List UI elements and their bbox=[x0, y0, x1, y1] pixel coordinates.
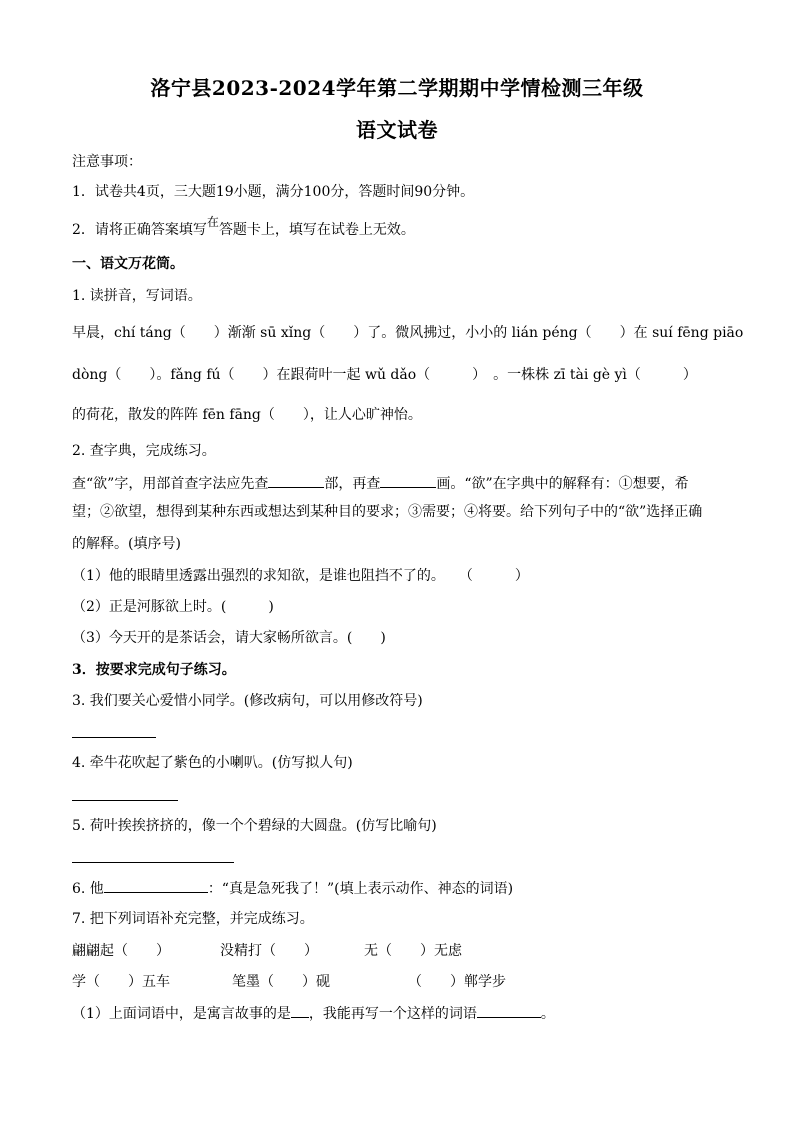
notice-item-1: 1．试卷共4页，三大题19小题，满分100分，答题时间90分钟。 bbox=[72, 184, 475, 200]
q4-answer-line[interactable] bbox=[72, 800, 178, 801]
q2-sub-2: （2）正是河豚欲上时。( ) bbox=[72, 599, 274, 615]
q6-line bbox=[72, 878, 732, 899]
q2-line-1 bbox=[72, 473, 732, 494]
notice-item-2 bbox=[72, 215, 732, 240]
q1-line-1: 早晨，chí táng（ ）渐渐 sū xǐng（ ）了。微风拂过，小小的 lián péng（ ）在 suí fēng piāo bbox=[72, 325, 744, 341]
q1-prompt: 1. 读拼音，写词语。 bbox=[72, 288, 202, 304]
q2-line-1-part-a: 查“欲”字，用部首查字法应先查 bbox=[72, 476, 269, 492]
q6-part-a: 6. 他 bbox=[72, 881, 104, 897]
q5-answer-line[interactable] bbox=[72, 862, 234, 863]
q2-line-2: 望；②欲望，想得到某种东西或想达到某种目的要求；③需要；④将要。给下列句子中的“欲”选择正确 bbox=[72, 504, 703, 520]
q7-text: 7. 把下列词语补充完整，并完成练习。 bbox=[72, 911, 314, 927]
q2-line-1-part-c: 画。“欲”在字典中的解释有：①想要，希 bbox=[436, 476, 689, 492]
radical-blank[interactable] bbox=[268, 473, 324, 488]
exam-title: 洛宁县2023-2024学年第二学期期中学情检测三年级 bbox=[150, 76, 644, 100]
extra-idiom-blank[interactable] bbox=[477, 1003, 541, 1018]
idiom-1: 翩翩起（ ） bbox=[72, 943, 170, 959]
q2-sub-3: （3）今天开的是茶话会，请大家畅所欲言。( ) bbox=[72, 630, 386, 646]
exam-subtitle: 语文试卷 bbox=[356, 118, 438, 142]
section1-heading: 一、语文万花筒。 bbox=[72, 256, 184, 272]
q7-sub-1 bbox=[72, 1003, 732, 1024]
q6-part-b: ：“真是急死我了！”(填上表示动作、神态的词语) bbox=[207, 881, 514, 897]
q7-sub-1-part-b: ，我能再写一个这样的词语 bbox=[308, 1006, 477, 1022]
q2-line-1-part-b: 部，再查 bbox=[324, 476, 381, 492]
q2-line-3: 的解释。(填序号) bbox=[72, 536, 181, 552]
section3-heading: 3．按要求完成句子练习。 bbox=[72, 662, 236, 678]
q5-text: 5. 荷叶挨挨挤挤的，像一个个碧绿的大圆盘。(仿写比喻句) bbox=[72, 818, 437, 834]
idiom-6: （ ）郸学步 bbox=[408, 974, 506, 990]
notice-item-2-part-b: 答题卡上，填写在试卷上无效。 bbox=[218, 222, 415, 238]
q2-prompt: 2. 查字典，完成练习。 bbox=[72, 443, 216, 459]
q7-sub-1-part-a: （1）上面词语中，是寓言故事的是 bbox=[72, 1006, 291, 1022]
idiom-2: 没精打（ ） bbox=[220, 943, 318, 959]
q6-blank[interactable] bbox=[104, 878, 208, 893]
notice-item-2-raised-char: 在 bbox=[206, 215, 219, 229]
q3-text: 3. 我们要关心爱惜小同学。(修改病句，可以用修改符号) bbox=[72, 693, 423, 709]
notice-heading: 注意事项： bbox=[72, 154, 142, 170]
stroke-count-blank[interactable] bbox=[380, 473, 436, 488]
idiom-4: 学（ ）五车 bbox=[72, 974, 170, 990]
fable-idiom-blank[interactable] bbox=[291, 1003, 309, 1018]
idiom-3: 无（ ）无虑 bbox=[364, 943, 462, 959]
q4-text: 4. 牵牛花吹起了紫色的小喇叭。(仿写拟人句) bbox=[72, 755, 353, 771]
q3-answer-line[interactable] bbox=[72, 737, 156, 738]
q1-line-3: 的荷花，散发的阵阵 fēn fāng（ ），让人心旷神怡。 bbox=[72, 407, 422, 423]
q1-line-2: dòng（ ）。fǎng fú（ ）在跟荷叶一起 wǔ dǎo（ ） 。一株株 zī tài gè yì（ ） bbox=[72, 367, 697, 383]
q7-sub-1-part-c: 。 bbox=[540, 1006, 555, 1022]
q2-sub-1: （1）他的眼睛里透露出强烈的求知欲，是谁也阻挡不了的。 （ ） bbox=[72, 568, 529, 584]
idiom-5: 笔墨（ ）砚 bbox=[232, 974, 330, 990]
notice-item-2-part-a: 2．请将正确答案填写 bbox=[72, 222, 207, 238]
